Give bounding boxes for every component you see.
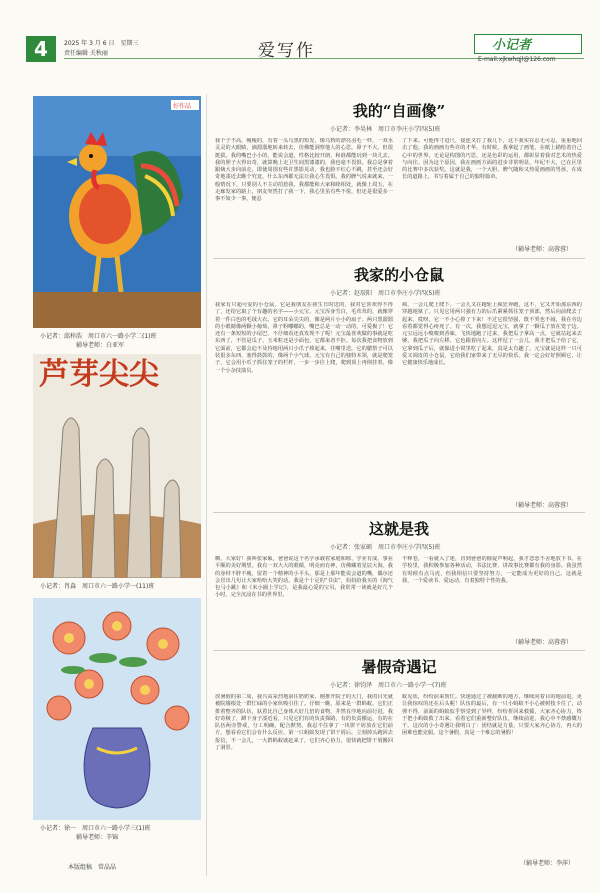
article-divider — [213, 258, 585, 259]
article-teacher: （辅导老师：高蓉蓉） — [512, 502, 573, 509]
rooster-painting — [33, 96, 201, 328]
article-body: 放暑假的第二周，我兴高采烈地前往奶奶家，刚推开院子的大门，我的目光就被院墙根处一群忙碌的小家伙吸引住了。仔细一瞧，原来是一群蚂蚁，它们正排着整齐的队伍，驮着比自己身体大好几倍的食物，井然有序地向前行进。我好奇极了，蹲下身子凑近看，只见它们有的负责探路，有的负责搬运，有的在队伍两旁警戒，分工明确，配合默契。我忍不住拿了一块饼干屑放在它们前方，想看看它们会有什么反应。第一只蚂蚁发现了饼干屑后，立刻掉头跑回去报信，不一会儿，一大群蚂蚁就赶来了，它们齐心协力，很快就把饼干屑搬回了洞里。 — [215, 694, 393, 752]
article-title: 暑假奇遇记 — [361, 658, 437, 676]
art-label: 好作品 — [173, 103, 192, 110]
art3-teacher: 辅导老师：辛锦 — [76, 834, 119, 841]
article-body: 不释卷，一看就入了迷，直到爸爸的催促声响起，我才恋恋不舍地放下书。在学校里，我积极参加各种活动，书法比赛、讲故事比赛都有我的身影。我虽然有时候有点马虎，但我相信只要坚持努力，一定能成为更好的自己。这就是我，一个爱读书、爱运动，有着独特个性的我。 — [402, 556, 582, 584]
art-title: 芦芽尖尖 — [39, 357, 159, 392]
article-title: 我的“自画像” — [352, 102, 446, 120]
footer-credit: 本版组稿 常晶晶 — [68, 864, 117, 871]
article-teacher: （辅导老师：高蓉蓉） — [512, 246, 573, 253]
article-teacher: （辅导老师：高蓉蓉） — [512, 639, 573, 646]
art1-caption: 小记者：邱梓浩 周口市六一路小学二(1)班 — [40, 333, 157, 340]
art1-teacher: 辅导老师：白亚军 — [76, 342, 125, 349]
column-divider — [206, 94, 207, 876]
rooster-drawing — [33, 96, 201, 328]
article-body: 我个子不高，瘦瘦的，有着一头乌黑的短发，像乌鸦的漂亮羽毛一样，一双水灵灵的大眼睛，滴溜溜地转来转去，仿佛能洞察他人的心思。鼻子不大，但很挺拔。我的嘴巴小小的，能说会道，性格比较开朗，和谁都能玩到一块儿去。我的胆子大得出奇，就算晚上走卫生间黑漆漆的，我也毫不畏惧。我总是拿着跟姨大步向前走，即使周围有些许黑影晃动，我也脸不红心不跳，甚至还会好奇地凑近去瞧个究竟，什么东西都无法让我心生畏惧。我的脾气说来就来，一般情况下，只要别人不主动招惹我，我都能和大家和睦相处，就像上周五，在走廊发家的路上，朋友突然打了我一下，我心里虽有些不悦，但还是很爱多一事不如少一事，便忍 — [215, 138, 393, 203]
page-number: 4 — [26, 36, 56, 62]
article-body: 嗨，大家好！我叫张家硕，爸爸说这个名字承载着家庭和睦、学业有成、事业平顺的美好期望。我有一双大大的眼睛，明亮而有神，仿佛藏着星辰大海。我的身材不胖不瘦，留着一个精神的小平头，那是上那年能说会道的嘴，偶尔还会冒出几句让大家哈哈大笑的话。我是个十足的“书虫”，妈妈给我买的《淘气包马小跳》和《米小圈上学记》，是我最心爱的宝贝，我常常一读就是好几个小时，完全沉浸在书的世界里。 — [215, 556, 393, 599]
vase-drawing — [33, 598, 201, 820]
article-teacher: （辅导老师：李萍） — [520, 860, 575, 867]
article-byline: 小记者：张家硕 周口市李庄小学四(5)班 — [330, 544, 441, 551]
brand-logo: 小记者 — [492, 38, 532, 53]
article-body: 了下来。可他得寸进尺，接连又打了我几下，这下我实在忍无可忍，重重地回击了他。我的画画有些许的才华，有时候，我拿起了画笔，在纸上描绘着自己心中的世界，无论是构图的巧思，还是色彩的运用，都彰显着我对艺术的热爱与向往。因为这个原因，我在画画方面的进步非常明显，年纪不大，已在区里的比赛中多次获奖。这就是我，一个大胆、脾气随和又热爱画画的男孩，在成长的道路上，书写着属于自己的独特篇章。 — [402, 138, 582, 181]
article-byline: 小记者：李昊林 周口市李庄小学四(5)班 — [330, 126, 441, 133]
art2-caption: 小记者：肖淼 周口市六一路小学一(11)班 — [40, 583, 155, 590]
article-byline: 小记者：徐钧泽 周口市六一路小学一(7)班 — [330, 682, 447, 689]
reed-sprouts-painting — [33, 354, 201, 578]
article-divider — [213, 512, 585, 513]
issue-date: 2025 年 3 月 6 日 星期三 — [64, 40, 139, 47]
art3-caption: 小记者：徐一 周口市六一路小学三(1)班 — [40, 825, 151, 832]
section-title: 爱写作 — [258, 41, 315, 61]
contact-email: E-mail:xjkwhqjl@126.com — [478, 56, 556, 63]
article-title: 这就是我 — [368, 520, 429, 538]
article-divider — [213, 650, 585, 651]
editor-credit: 责任编辑 关秋丽 — [64, 50, 108, 57]
flower-vase-painting — [33, 598, 201, 820]
article-body: 疯，一会儿爬上爬下，一会儿又在跑轮上疯狂奔跑，这不，它又开始那东西的穿越地狱了。只见它用两只强有力的后爪紧紧抓住笼子顶部，然后向前爬去了起来，哎呀，它一不小心掉了下来！不过它很坚强，既不哭也不闹，我在旁边看着都觉得心疼死了。有一次，我想逗逗元宝，就拿了一颗瓜子放在笼子边。元宝远远小嗅嗅到香味，飞快地跑了过来，我把瓜子拿高一点，它就站起来去够，我把瓜子向左移，它也跟着向左。这样逗了一会儿，我才把瓜子给了它，它拿到瓜子后，就躲进小窝里吃了起来，真是太有趣了。元宝就是这样一只可爱又调皮的小仓鼠，它给我们家带来了无尽的快乐。我一定会好好照顾它，让它健康快乐地成长。 — [402, 302, 582, 367]
article-body: 蚁见状，纷纷前来帮忙。快速通过了被截断的地方，继续向着目的地前进。更让我惊叹的还在后头呢！队伍的最后，有一只小蚂蚁不小心被树枝卡住了，动弹不得，前面的蚂蚁似乎察觉到了异样，纷纷折回来救援，大家齐心协力，终于把小蚂蚁救了出来。看着它们重新整好队伍，继续前进，我心中不禁感慨万千。这次的小小奇遇让我明白了：团结就是力量，只要大家齐心协力，再大的困难也能克服。这个暑假，真是一个难忘的暑假！ — [402, 694, 582, 737]
article-byline: 小记者：赵辰阳 周口市李庄小学四(5)班 — [330, 290, 441, 297]
article-body: 我家有只超可爱的小仓鼠，它是我朋友在我生日时送的，我对它喜欢得不得了，还给它取了个有趣的名字——小元宝。元宝浑身雪白，毛茸茸的，就像穿着一件白色的毛绒大衣。它的耳朵尖尖的，像是两片小小的扇子。两只黑溜溜的小眼睛像两颗小葡萄，鼻子粉嘟嘟的，嘴巴总是一动一动的，可爱极了！它还有一条短短的小尾巴，不仔细看还真发现不了呢！元宝最喜欢做的事就是吃东西了，不管是瓜子、玉米粒还是小面包，它都来者不拒。每次我把食物放到它面前，它都会迫不及待地用两只小爪子捧起来，往嘴里送。它的腮帮子可以装很多东西，塞得鼓鼓的，像两个小气球。元宝有自己的独特本领，就是爬笼子。它会用小爪子抓住笼子的栏杆，一步一步往上爬，爬到顶上再倒挂着，像一个小杂技演员。 — [215, 302, 393, 374]
article-title: 我家的小仓鼠 — [353, 266, 444, 284]
